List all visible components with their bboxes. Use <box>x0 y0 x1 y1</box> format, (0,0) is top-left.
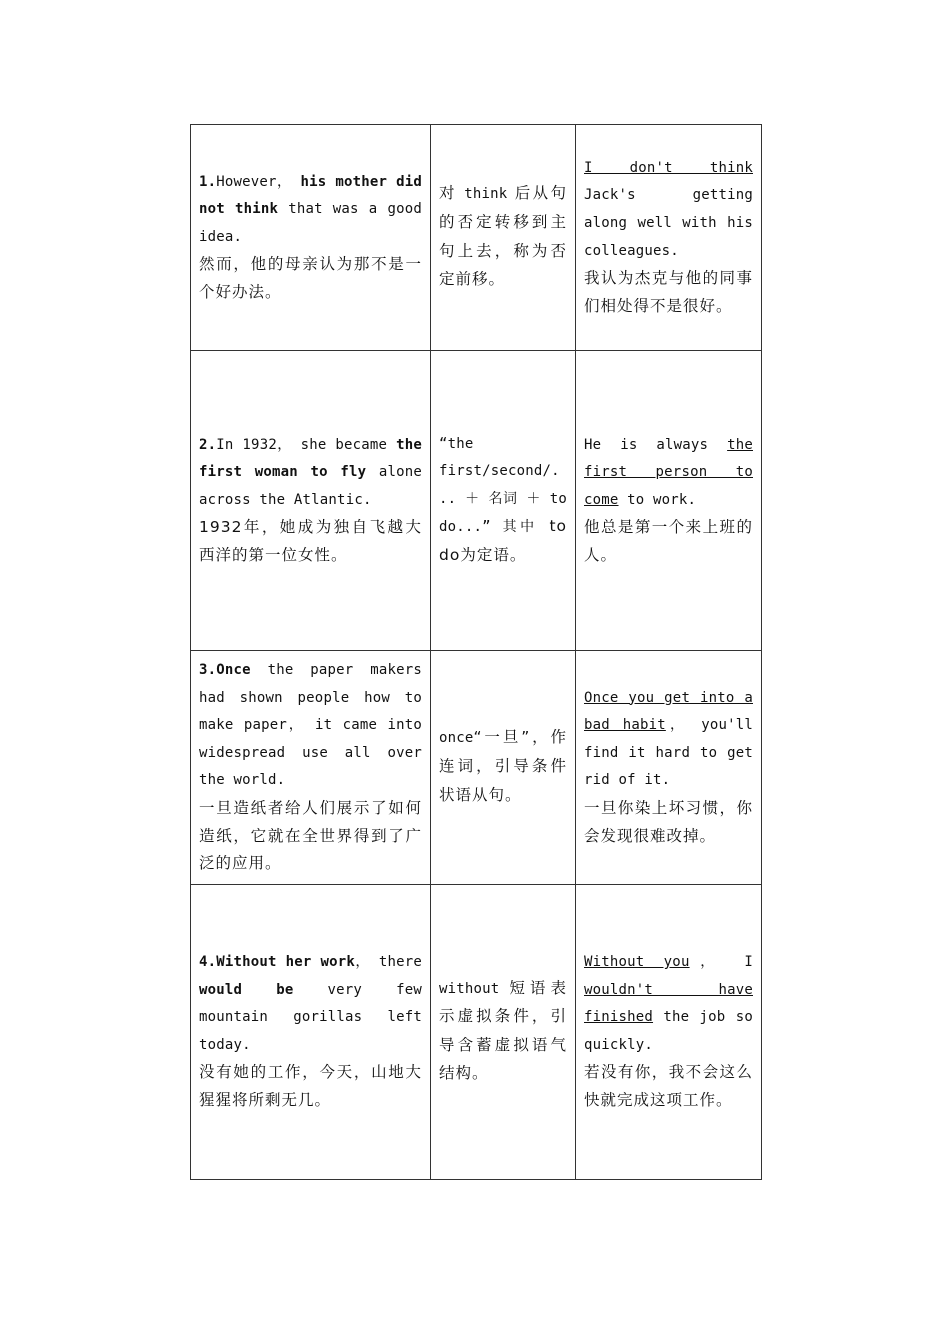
sentence-text: Jack's getting along well with his colleagues. <box>584 187 753 259</box>
grammar-note-cell <box>431 884 576 1179</box>
sentence-text: to work. <box>618 491 697 508</box>
example-cell <box>191 884 431 1179</box>
sample-translation: 他总是第一个来上班的人。 <box>584 518 753 564</box>
key-structure: 1. <box>199 173 217 190</box>
grammar-note-cell <box>431 351 576 651</box>
sample-sentence <box>584 949 753 1059</box>
sample-sentence <box>584 155 753 265</box>
note-text: 对 <box>439 184 465 203</box>
sentence-text: In 1932， she became <box>216 436 397 453</box>
sample-sentence <box>584 685 753 795</box>
note-text: to do为定语。 <box>439 517 567 564</box>
note-text: think <box>464 186 508 203</box>
key-structure: the first woman to fly <box>199 436 422 481</box>
example-translation: 没有她的工作，今天，山地大猩猩将所剩无几。 <box>199 1063 422 1109</box>
example-cell <box>191 351 431 651</box>
sentence-text: alone across the Atlantic. <box>199 464 422 508</box>
sentence-text: very few mountain gorillas left today. <box>199 981 422 1053</box>
grammar-note-cell <box>431 651 576 885</box>
sentence-text: ， I <box>689 953 753 970</box>
key-structure: 4.Without her work <box>199 953 355 970</box>
sample-sentence <box>584 432 753 515</box>
note-text: “the first/second/... ＋ 名词 ＋ to do...” 其中 <box>439 435 567 536</box>
example-cell <box>191 651 431 885</box>
example-translation: 然而，他的母亲认为那不是一个好办法。 <box>199 255 422 301</box>
underlined-answer: I don't think <box>584 159 753 176</box>
sentence-text: the paper makers had shown people how to make paper， it came into widespread use all over the world. <box>199 662 422 789</box>
note-text: without <box>439 980 500 997</box>
sample-translation: 若没有你，我不会这么快就完成这项工作。 <box>584 1063 753 1109</box>
example-sentence <box>199 169 422 252</box>
sample-cell <box>576 125 762 351</box>
underlined-answer: wouldn't have finished <box>584 981 753 1026</box>
grammar-note <box>439 724 567 810</box>
sentence-text: However， <box>216 173 292 190</box>
key-structure: 2. <box>199 436 217 453</box>
sentence-text: ， you'll find it hard to get rid of it. <box>584 717 753 789</box>
sentence-text: He is always <box>584 436 728 453</box>
example-sentence <box>199 432 422 515</box>
example-cell <box>191 125 431 351</box>
underlined-answer: Without you <box>584 953 690 970</box>
sample-translation: 我认为杰克与他的同事们相处得不是很好。 <box>584 269 753 315</box>
example-sentence <box>199 657 422 795</box>
example-translation: 1932年，她成为独自飞越大西洋的第一位女性。 <box>199 518 422 564</box>
grammar-note <box>439 975 567 1089</box>
sample-cell <box>576 651 762 885</box>
table-row <box>191 351 762 651</box>
table-row <box>191 884 762 1179</box>
key-structure: 3.Once <box>199 662 251 678</box>
key-structure: his mother did not think <box>199 173 422 218</box>
sentence-text: the job so quickly. <box>584 1009 753 1053</box>
grammar-note <box>439 431 567 571</box>
example-sentence <box>199 949 422 1059</box>
example-translation: 一旦造纸者给人们展示了如何造纸，它就在全世界得到了广泛的应用。 <box>199 798 422 873</box>
note-text: once <box>439 730 474 747</box>
underlined-answer: the first person to come <box>584 436 753 508</box>
sentence-text: that was a good idea. <box>199 201 422 245</box>
note-text: 后从句的否定转移到主句上去，称为否定前移。 <box>439 184 567 289</box>
grammar-note-cell <box>431 125 576 351</box>
sample-translation: 一旦你染上坏习惯，你会发现很难改掉。 <box>584 798 753 845</box>
key-structure: would be <box>199 981 294 998</box>
table-row <box>191 125 762 351</box>
sample-cell <box>576 884 762 1179</box>
underlined-answer: Once you get into a bad habit <box>584 689 753 734</box>
table-row <box>191 651 762 885</box>
note-text: 短语表示虚拟条件，引导含蓄虚拟语气结构。 <box>439 978 567 1083</box>
note-text: “一旦”，作连词，引导条件状语从句。 <box>439 728 567 804</box>
grammar-note <box>439 180 567 294</box>
grammar-table <box>190 124 762 1180</box>
sample-cell <box>576 351 762 651</box>
sentence-text: ， there <box>355 953 422 970</box>
